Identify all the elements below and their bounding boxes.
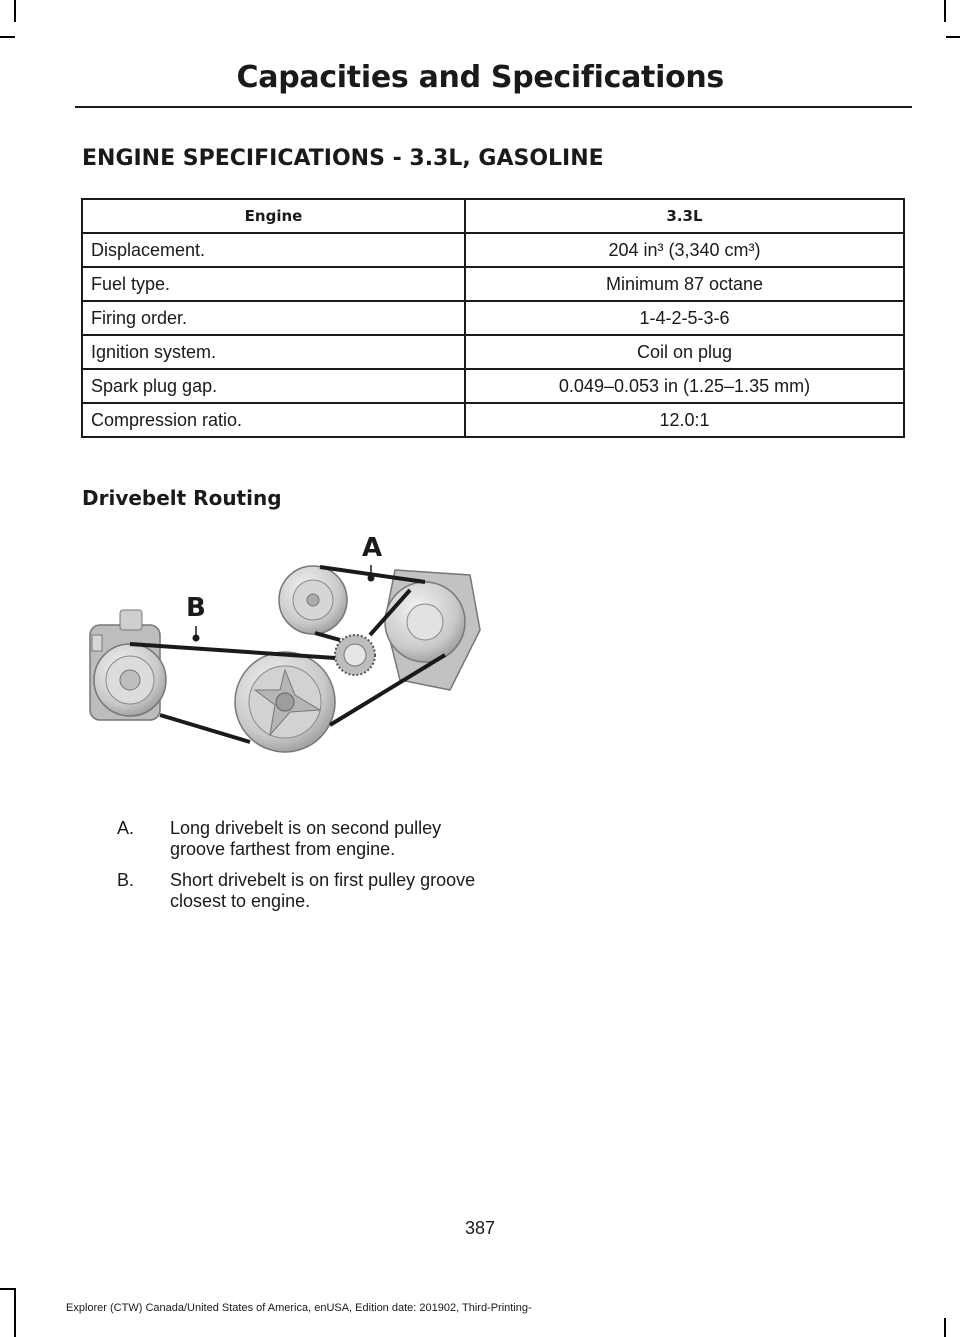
- drivebelt-routing-title: Drivebelt Routing: [82, 486, 282, 510]
- table-cell-label: Ignition system.: [82, 335, 465, 369]
- footer-edition-text: Explorer (CTW) Canada/United States of America, enUSA, Edition date: 201902, Third-Printing-: [66, 1302, 532, 1314]
- page-number: 387: [464, 1218, 496, 1238]
- page-header-title: Capacities and Specifications: [236, 60, 724, 95]
- table-cell-value: 204 in³ (3,340 cm³): [465, 233, 904, 267]
- crop-mark: [0, 1288, 15, 1290]
- table-row: [82, 301, 904, 335]
- table-row: [82, 403, 904, 437]
- section-title: ENGINE SPECIFICATIONS - 3.3L, GASOLINE: [82, 146, 604, 171]
- legend-item-a: [117, 818, 477, 860]
- header-divider: [75, 106, 912, 108]
- legend-letter: B.: [117, 870, 135, 890]
- drivebelt-routing-diagram: [80, 530, 490, 760]
- tensioner-pulley-icon: [335, 635, 375, 675]
- table-header-cell: Engine: [82, 199, 465, 233]
- table-cell-label: Fuel type.: [82, 267, 465, 301]
- legend-text: Long drivebelt is on second pulley groove farthest from engine.: [170, 818, 442, 859]
- crop-mark: [0, 36, 15, 38]
- table-cell-value: Coil on plug: [465, 335, 904, 369]
- table-cell-value: 12.0:1: [465, 403, 904, 437]
- table-row: [82, 369, 904, 403]
- engine-specs-table: [81, 198, 905, 438]
- crop-mark: [944, 0, 946, 22]
- table-cell-label: Firing order.: [82, 301, 465, 335]
- crop-mark: [944, 1318, 946, 1337]
- table-row: [82, 267, 904, 301]
- table-cell-label: Compression ratio.: [82, 403, 465, 437]
- table-cell-value: 1-4-2-5-3-6: [465, 301, 904, 335]
- table-row: [82, 335, 904, 369]
- crop-mark: [14, 0, 16, 22]
- table-cell-label: Spark plug gap.: [82, 369, 465, 403]
- ac-compressor-icon: [90, 610, 166, 720]
- callout-b: B: [186, 593, 206, 623]
- idler-pulley-icon: [279, 566, 347, 634]
- table-header-cell: 3.3L: [465, 199, 904, 233]
- crop-mark: [14, 1288, 16, 1337]
- table-header-row: [82, 199, 904, 233]
- diagram-legend: [117, 818, 477, 922]
- table-cell-value: 0.049–0.053 in (1.25–1.35 mm): [465, 369, 904, 403]
- alternator-icon: [385, 570, 480, 690]
- table-row: [82, 233, 904, 267]
- legend-item-b: [117, 870, 477, 912]
- table-cell-label: Displacement.: [82, 233, 465, 267]
- legend-letter: A.: [117, 818, 135, 838]
- crankshaft-pulley-icon: [235, 652, 335, 752]
- legend-text: Short drivebelt is on first pulley groove closest to engine.: [170, 870, 476, 911]
- crop-mark: [946, 36, 960, 38]
- table-cell-value: Minimum 87 octane: [465, 267, 904, 301]
- callout-a: A: [362, 533, 383, 563]
